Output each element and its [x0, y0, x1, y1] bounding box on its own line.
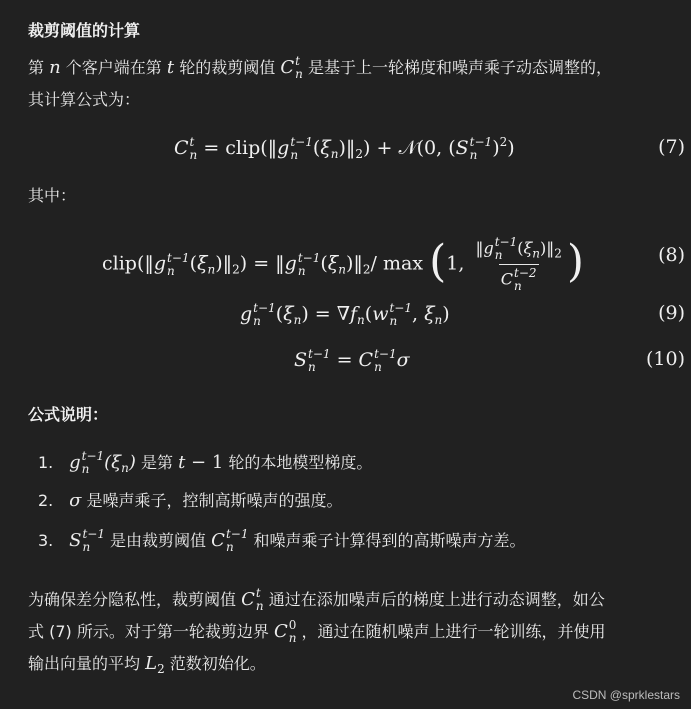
equation-9-number: (9)	[658, 302, 685, 324]
section-heading: 裁剪阈值的计算	[28, 21, 141, 40]
equation-9	[28, 296, 688, 336]
intro-line-2: 其计算公式为：	[28, 90, 141, 109]
equation-9-body: g t−1 n $(\xi_n) = \nabla f_n(w$ t−1 n , $\xi_n$)	[240, 301, 450, 328]
math-C-n-t: C t n	[280, 54, 303, 81]
intro-line-1: 第 n 个客户端在第 t 轮的裁剪阈值 C t n 是基于上一轮梯度和噪声乘子动态调整的，	[28, 54, 612, 81]
math-t: t	[166, 57, 175, 78]
equation-7	[28, 130, 688, 170]
equation-10	[28, 342, 688, 382]
equation-7-body: C t n = clip(‖g t−1 n $(\xi_n)‖_2$) + 𝒩(0, (S t−1 n )$^2$)	[174, 135, 515, 162]
outro-line-2: 式 (7) 所示。对于第一轮裁剪边界 C 0 n ，通过在随机噪声上进行一轮训练，并使用	[28, 618, 606, 645]
equation-8-body: clip(‖g t−1 n $(\xi_n)‖_2$) = ‖g t−1 n $(\xi_n)‖_2/$ max (1, ‖g t−1 n $(\xi_n)‖_2$ C t−2 n )	[102, 235, 585, 293]
list-item: 3. S t−1 n 是由裁剪阈值 C t−1 n 和噪声乘子计算得到的高斯噪声方差。	[38, 527, 526, 554]
list-item: 2. σ 是噪声乘子，控制高斯噪声的强度。	[38, 490, 343, 511]
outro-line-3: 输出向量的平均 $L_2$ 范数初始化。	[28, 653, 266, 676]
list-item: 1. g t−1 n $(\xi_n)$ 是第 t − 1 轮的本地模型梯度。	[38, 449, 373, 476]
outro-paragraph	[28, 584, 606, 680]
equation-10-number: (10)	[645, 348, 685, 370]
equation-8-number: (8)	[658, 244, 685, 266]
equation-7-number: (7)	[658, 136, 685, 158]
watermark: CSDN @sprklestars	[572, 688, 680, 702]
where-label: 其中：	[28, 186, 77, 205]
explain-heading: 公式说明：	[28, 405, 109, 424]
math-n: n	[49, 57, 61, 78]
explain-list	[38, 450, 526, 556]
equation-8-fraction: ‖g t−1 n $(\xi_n)‖_2$ C t−2 n	[475, 235, 562, 293]
equation-8	[28, 228, 688, 293]
equation-10-body: S t−1 n = C t−1 n σ	[294, 347, 410, 374]
intro-paragraph	[28, 52, 612, 116]
outro-line-1: 为确保差分隐私性，裁剪阈值 C t n 通过在添加噪声后的梯度上进行动态调整，如公	[28, 586, 605, 613]
